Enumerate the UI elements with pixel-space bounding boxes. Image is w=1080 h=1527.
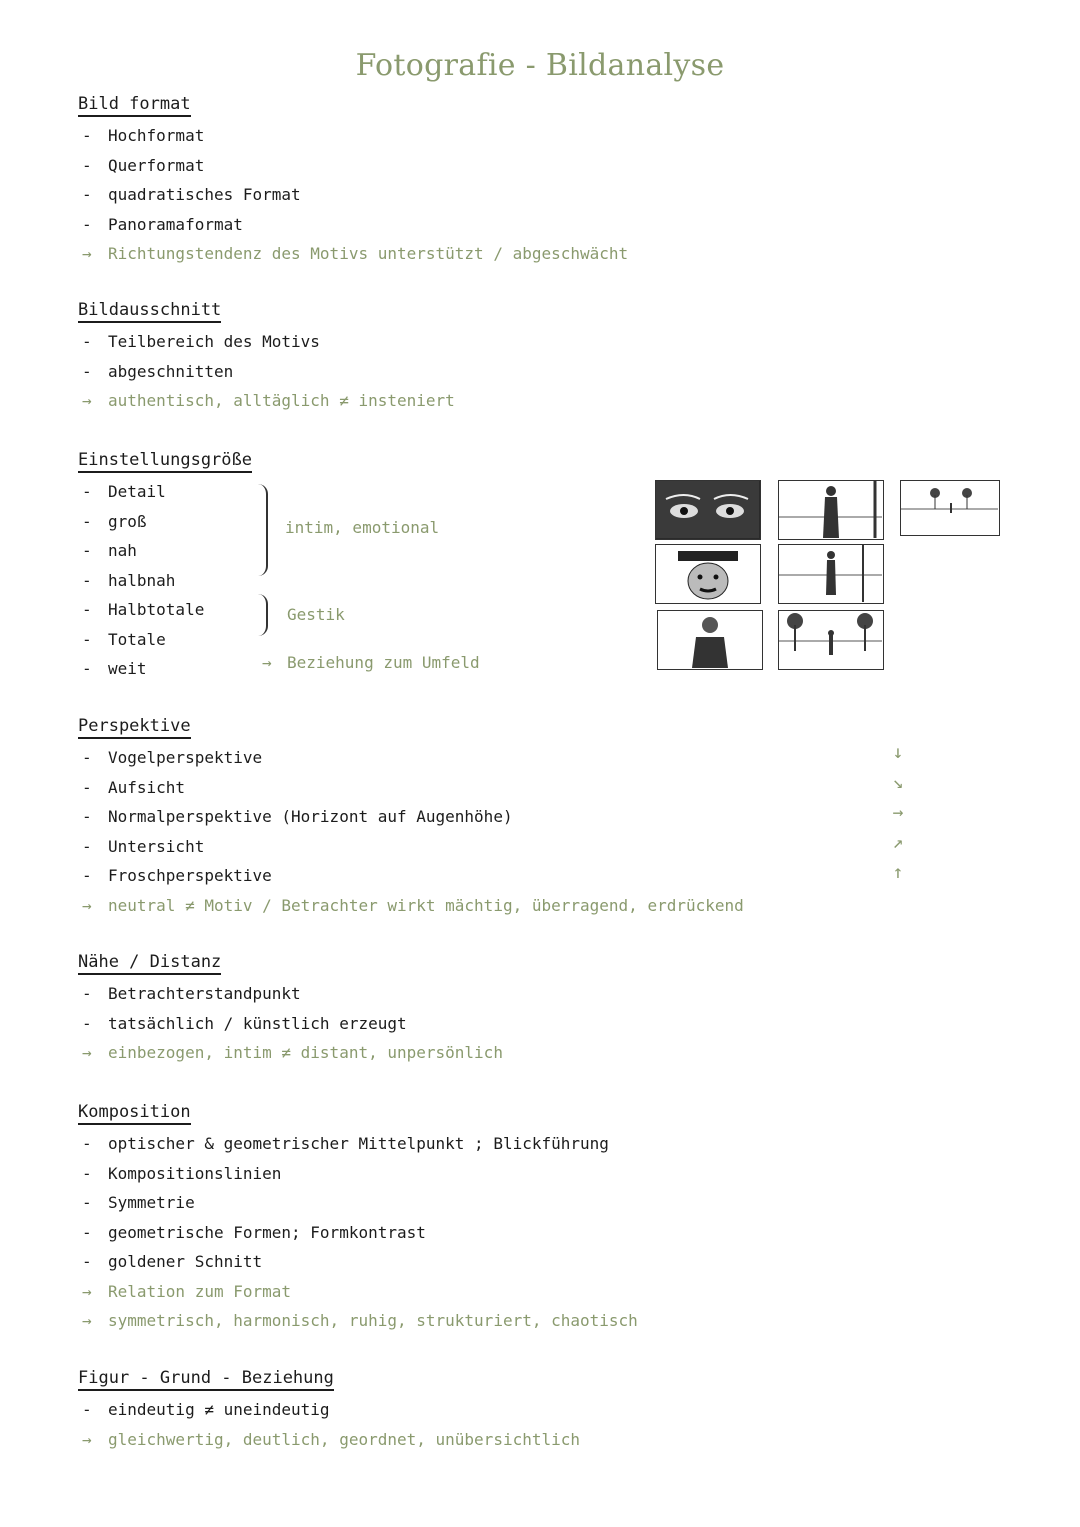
dash-icon: - — [82, 155, 92, 175]
list-item: - nah — [78, 536, 252, 566]
section-heading: Nähe / Distanz — [78, 952, 221, 975]
list-item: - Symmetrie — [78, 1188, 191, 1218]
thumb-gross — [655, 544, 761, 604]
list-item: - optischer & geometrischer Mittelpunkt ; Blickführung — [78, 1129, 191, 1159]
dash-icon: - — [82, 984, 92, 1003]
brace-intim — [258, 484, 268, 576]
section-einstellung — [78, 450, 252, 684]
bust-sketch-icon — [658, 611, 761, 668]
list-item: - abgeschnitten — [78, 357, 221, 387]
conclusion-line: → symmetrisch, harmonisch, ruhig, strukturiert, chaotisch — [78, 1306, 191, 1336]
dash-icon: - — [82, 629, 92, 649]
arrow-icon: → — [82, 244, 92, 263]
thumb-nah — [657, 610, 763, 670]
thumb-halbnah — [778, 480, 884, 540]
dash-icon: - — [82, 185, 92, 204]
note-umfeld: Beziehung zum Umfeld — [287, 653, 480, 672]
dash-icon: - — [82, 482, 92, 501]
arrow-right-icon: → — [892, 802, 904, 823]
dash-icon: - — [82, 511, 92, 531]
dash-icon: - — [82, 1134, 92, 1153]
list-item: - Hochformat — [78, 121, 191, 151]
list-item: - geometrische Formen; Formkontrast — [78, 1218, 191, 1248]
section-heading: Bild format — [78, 94, 191, 117]
dash-icon: - — [82, 836, 92, 856]
note-umfeld-arrow: → — [262, 653, 272, 672]
dash-icon: - — [82, 126, 92, 145]
list-item: - halbnah — [78, 566, 252, 596]
dash-icon: - — [82, 600, 92, 619]
section-heading: Perspektive — [78, 716, 191, 739]
section-heading: Komposition — [78, 1102, 191, 1125]
list-item: - Querformat — [78, 151, 191, 181]
section-naehe — [78, 952, 503, 1068]
arrow-icon: → — [82, 391, 92, 410]
list-item: - Totale — [78, 625, 252, 655]
dash-icon: - — [82, 570, 92, 590]
section-heading: Einstellungsgröße — [78, 450, 252, 473]
list-item: - Teilbereich des Motivs — [78, 327, 221, 357]
figure-sketch-icon — [779, 481, 882, 538]
list-item: - Froschperspektive — [78, 861, 191, 891]
list-item: - Betrachterstandpunkt — [78, 979, 221, 1009]
arrow-icon: → — [82, 895, 92, 915]
list-item: - Vogelperspektive — [78, 743, 191, 773]
landscape-sketch-icon — [901, 481, 998, 534]
list-item: - Normalperspektive (Horizont auf Augenhöhe) — [78, 802, 191, 832]
perspective-arrows — [886, 738, 910, 888]
section-perspektive — [78, 716, 744, 920]
dash-icon: - — [82, 541, 92, 560]
list-item: - weit — [78, 654, 252, 684]
arrow-icon: → — [82, 1281, 92, 1301]
note-gestik: Gestik — [287, 605, 345, 624]
section-bildausschnitt — [78, 300, 455, 416]
dash-icon: - — [82, 748, 92, 767]
section-bildformat — [78, 94, 629, 269]
arrow-up-right-icon: ↗ — [892, 832, 904, 853]
arrow-icon: → — [82, 1311, 92, 1330]
thumb-weit — [900, 480, 1000, 536]
arrow-icon: → — [82, 1429, 92, 1449]
list-item: - Detail — [78, 477, 252, 507]
thumb-totale — [778, 610, 884, 670]
section-komposition — [78, 1102, 638, 1336]
list-item: - goldener Schnitt — [78, 1247, 191, 1277]
dash-icon: - — [82, 777, 92, 797]
list-item: - Kompositionslinien — [78, 1159, 191, 1189]
dash-icon: - — [82, 1222, 92, 1242]
thumb-halbtotale — [778, 544, 884, 604]
arrow-down-right-icon: ↘ — [892, 772, 904, 793]
dash-icon: - — [82, 1163, 92, 1183]
figure-sketch-icon — [779, 545, 882, 602]
dash-icon: - — [82, 1400, 92, 1419]
eyes-sketch-icon — [656, 481, 759, 538]
arrow-up-icon: ↑ — [892, 862, 904, 883]
list-item: - Aufsicht — [78, 773, 191, 803]
dash-icon: - — [82, 1013, 92, 1033]
dash-icon: - — [82, 807, 92, 826]
dash-icon: - — [82, 659, 92, 678]
dash-icon: - — [82, 361, 92, 381]
list-item: - tatsächlich / künstlich erzeugt — [78, 1009, 221, 1039]
conclusion-line: → Relation zum Format — [78, 1277, 191, 1307]
face-sketch-icon — [656, 545, 759, 602]
arrow-icon: → — [82, 1043, 92, 1062]
section-figur-grund — [78, 1368, 581, 1454]
dash-icon: - — [82, 214, 92, 234]
conclusion-line: → authentisch, alltäglich ≠ insteniert — [78, 386, 221, 416]
conclusion-line: → einbezogen, intim ≠ distant, unpersönlich — [78, 1038, 221, 1068]
conclusion-line: → gleichwertig, deutlich, geordnet, unübersichtlich — [78, 1425, 334, 1455]
dash-icon: - — [82, 332, 92, 351]
list-item: - groß — [78, 507, 252, 537]
list-item: - eindeutig ≠ uneindeutig — [78, 1395, 334, 1425]
conclusion-line: → Richtungstendenz des Motivs unterstützt / abgeschwächt — [78, 239, 191, 269]
dash-icon: - — [82, 1193, 92, 1212]
conclusion-line: → neutral ≠ Motiv / Betrachter wirkt mächtig, überragend, erdrückend — [78, 891, 191, 921]
dash-icon: - — [82, 866, 92, 885]
thumb-detail — [655, 480, 761, 540]
note-intim: intim, emotional — [285, 518, 440, 537]
trees-figure-sketch-icon — [779, 611, 882, 668]
section-heading: Figur - Grund - Beziehung — [78, 1368, 334, 1391]
arrow-down-icon: ↓ — [892, 742, 904, 763]
section-heading: Bildausschnitt — [78, 300, 221, 323]
dash-icon: - — [82, 1252, 92, 1271]
list-item: - Untersicht — [78, 832, 191, 862]
page-title: Fotografie - Bildanalyse — [355, 48, 725, 83]
list-item: - quadratisches Format — [78, 180, 191, 210]
list-item: - Panoramaformat — [78, 210, 191, 240]
brace-gestik — [258, 594, 268, 636]
list-item: - Halbtotale — [78, 595, 252, 625]
